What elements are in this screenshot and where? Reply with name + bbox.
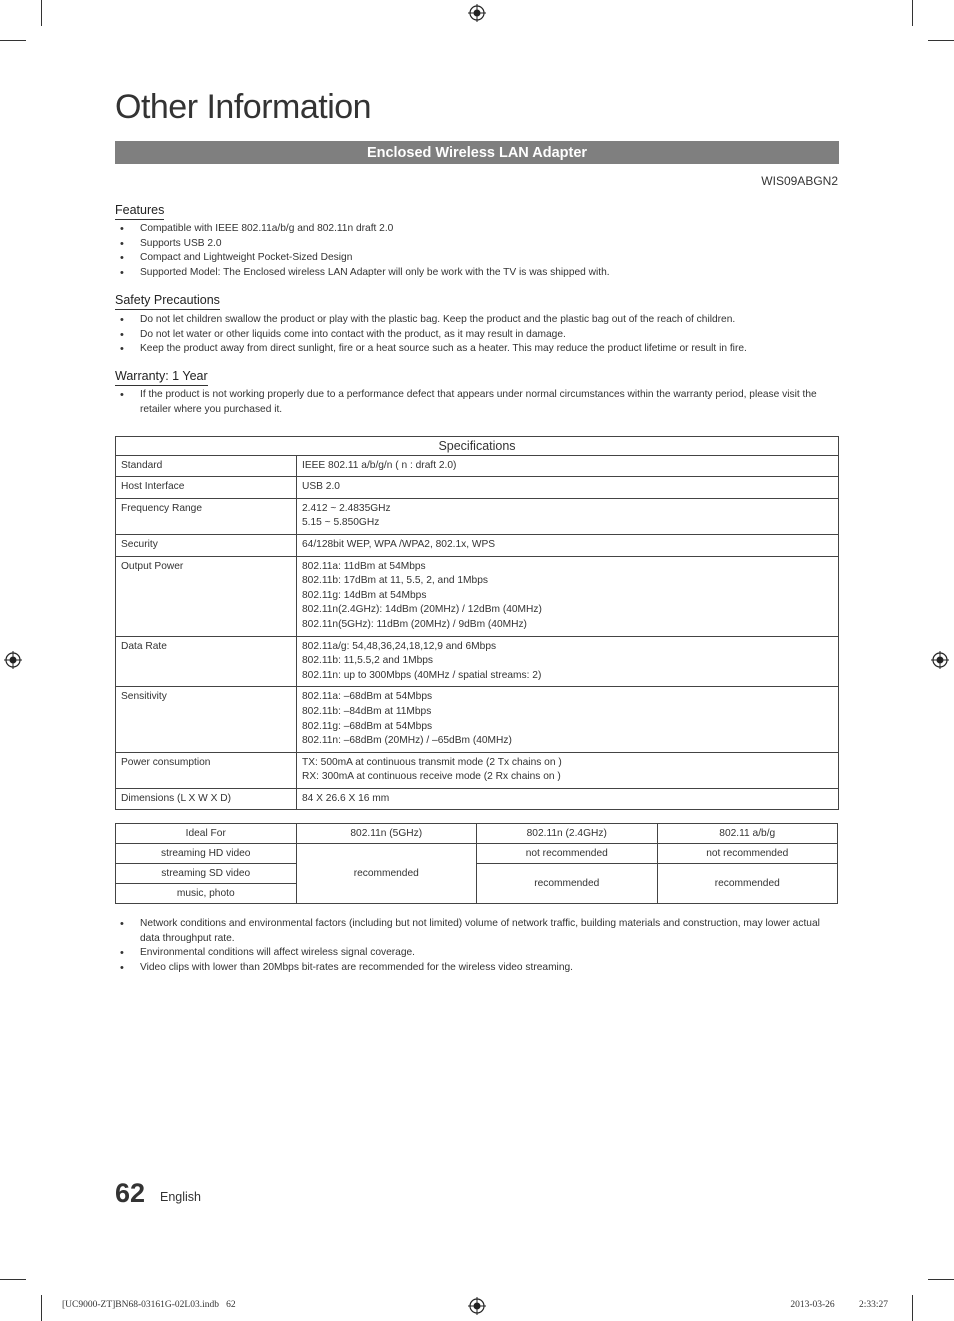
ideal-for-table [115,823,838,904]
features-heading: Features [115,203,164,220]
list-item: • Supported Model: The Enclosed wireless LAN Adapter will only be work with the TV is was shipped with. [115,266,835,281]
table-row [116,534,839,556]
spec-value-line: 802.11g: –68dBm at 54Mbps [302,720,433,732]
spec-key: Standard [116,455,297,477]
spec-key: Host Interface [116,477,297,499]
page-number: 62 [115,1178,146,1208]
spec-value-line: 802.11b: –84dBm at 11Mbps [302,705,432,717]
page-language: English [160,1190,201,1204]
spec-value [297,687,839,752]
spec-value [297,556,839,636]
list-item: • Compatible with IEEE 802.11a/b/g and 802.11n draft 2.0 [115,222,835,237]
table-row [116,752,839,788]
table-row [116,498,839,534]
list-item: • Video clips with lower than 20Mbps bit-rates are recommended for the wireless video streaming. [115,961,835,976]
spec-key: Frequency Range [116,498,297,534]
warranty-heading: Warranty: 1 Year [115,369,208,386]
table-cell: recommended [296,844,477,904]
table-cell: not recommended [657,844,838,864]
spec-value-line: 802.11b: 17dBm at 11, 5.5, 2, and 1Mbps [302,575,488,587]
registration-mark-icon [468,4,486,22]
table-row [116,636,839,687]
list-item: • If the product is not working properly due to a performance defect that appears under normal circumstances within the warranty period, please visit the retailer where you purchased it. [115,388,835,417]
registration-mark-icon [931,651,949,669]
spec-value-line: USB 2.0 [302,481,340,493]
crop-mark [0,40,26,41]
spec-value-line: 802.11a: 11dBm at 54Mbps [302,560,426,572]
notes-list [115,917,835,975]
spec-value-line: 84 X 26.6 X 16 mm [302,792,390,804]
spec-key: Data Rate [116,636,297,687]
table-header: 802.11n (2.4GHz) [477,824,658,844]
section-title: Enclosed Wireless LAN Adapter [115,141,839,164]
features-list [115,222,835,280]
spec-key: Dimensions (L X W X D) [116,788,297,810]
spec-value-line: 802.11g: 14dBm at 54Mbps [302,589,427,601]
spec-key: Sensitivity [116,687,297,752]
spec-value-line: 802.11a/g: 54,48,36,24,18,12,9 and 6Mbps [302,640,497,652]
spec-value-line: RX: 300mA at continuous receive mode (2 Rx chains on ) [302,771,561,783]
spec-value-line: 802.11n(2.4GHz): 14dBm (20MHz) / 12dBm (40MHz) [302,604,542,616]
table-row [116,477,839,499]
model-number: WIS09ABGN2 [761,174,838,188]
spec-value-line: 2.412 ~ 2.4835GHz [302,502,391,514]
spec-value-line: IEEE 802.11 a/b/g/n ( n : draft 2.0) [302,459,457,471]
spec-value-line: 64/128bit WEP, WPA /WPA2, 802.1x, WPS [302,538,496,550]
table-cell: recommended [477,864,658,904]
spec-value-line: 802.11n: up to 300Mbps (40MHz / spatial streams: 2) [302,669,542,681]
table-cell: not recommended [477,844,658,864]
list-item: • Supports USB 2.0 [115,237,835,252]
crop-mark [928,40,954,41]
spec-value [297,788,839,810]
list-item: • Keep the product away from direct sunlight, fire or a heat source such as a heater. This may reduce the product lifetime or result in fire. [115,342,835,357]
crop-mark [928,1279,954,1280]
registration-mark-icon [4,651,22,669]
spec-value [297,477,839,499]
spec-value-line: 802.11n(5GHz): 11dBm (20MHz) / 9dBm (40MHz) [302,618,527,630]
spec-value [297,752,839,788]
table-header: Ideal For [116,824,297,844]
crop-mark [41,0,42,26]
table-row [116,455,839,477]
spec-value [297,636,839,687]
table-cell: streaming HD video [116,844,297,864]
table-row [116,788,839,810]
crop-mark [41,1295,42,1321]
spec-value [297,455,839,477]
spec-value [297,534,839,556]
table-row [116,556,839,636]
spec-key: Output Power [116,556,297,636]
crop-mark [0,1279,26,1280]
footer-file-info: [UC9000-ZT]BN68-03161G-02L03.indb 62 [62,1300,236,1310]
spec-value [297,498,839,534]
table-row [116,687,839,752]
table-header: 802.11 a/b/g [657,824,838,844]
spec-value-line: TX: 500mA at continuous transmit mode (2 Tx chains on ) [302,756,562,768]
table-header: 802.11n (5GHz) [296,824,477,844]
specifications-title: Specifications [116,437,839,456]
list-item: • Environmental conditions will affect wireless signal coverage. [115,946,835,961]
spec-value-line: 802.11a: –68dBm at 54Mbps [302,691,433,703]
table-cell: streaming SD video [116,864,297,884]
spec-key: Security [116,534,297,556]
registration-mark-icon [468,1297,486,1315]
spec-key: Power consumption [116,752,297,788]
crop-mark [912,1295,913,1321]
list-item: • Network conditions and environmental factors (including but not limited) volume of network traffic, building materials and construction, may lower actual data throughput rate. [115,917,835,946]
table-cell: music, photo [116,884,297,904]
spec-value-line: 5.15 ~ 5.850GHz [302,517,380,529]
list-item: • Do not let children swallow the product or play with the plastic bag. Keep the product and the plastic bag out of the reach of children. [115,313,835,328]
table-cell: recommended [657,864,838,904]
spec-value-line: 802.11n: –68dBm (20MHz) / –65dBm (40MHz) [302,735,512,747]
footer-timestamp: 2013-03-26 ￿￿ 2:33:27 [790,1300,888,1310]
safety-list [115,313,835,357]
list-item: • Do not let water or other liquids come into contact with the product, as it may result in damage. [115,328,835,343]
warranty-list [115,388,835,417]
spec-value-line: 802.11b: 11,5.5,2 and 1Mbps [302,655,434,667]
crop-mark [912,0,913,26]
page-title: Other Information [115,88,372,126]
specifications-table [115,436,839,810]
list-item: • Compact and Lightweight Pocket-Sized Design [115,251,835,266]
safety-heading: Safety Precautions [115,293,220,310]
